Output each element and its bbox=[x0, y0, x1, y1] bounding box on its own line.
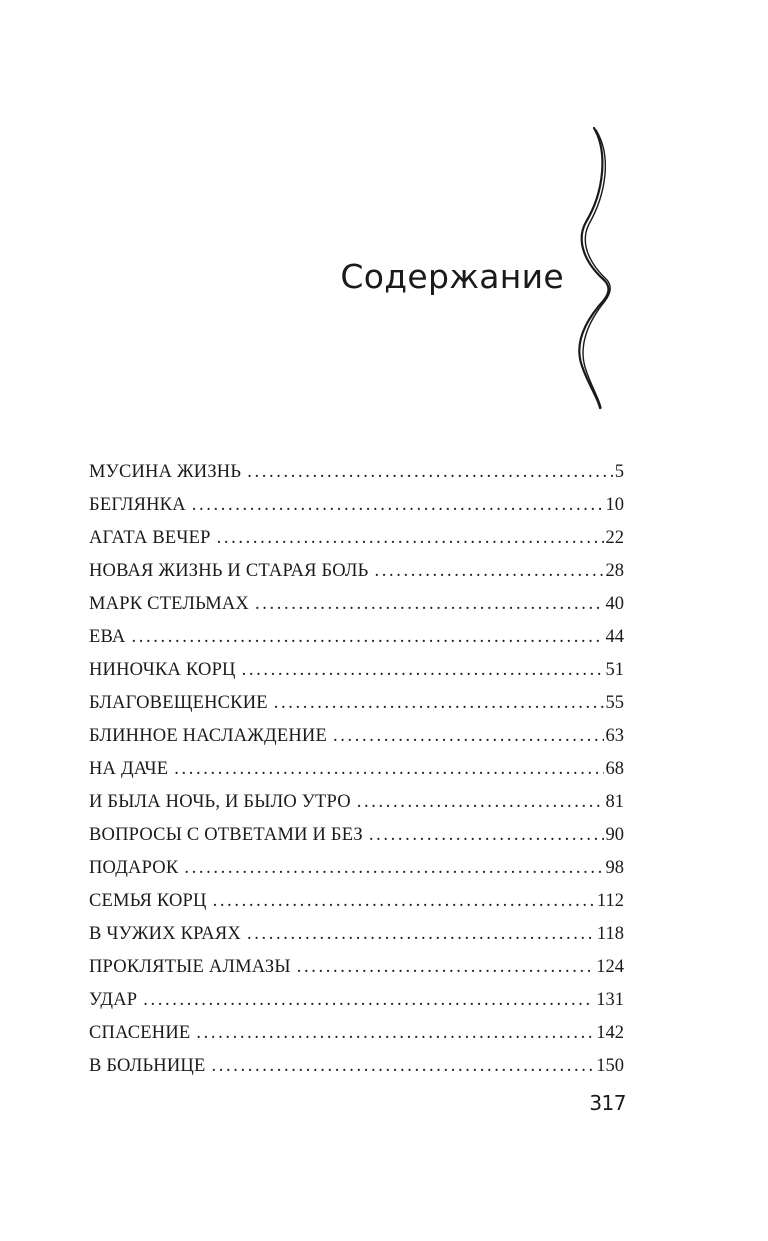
toc-dot-leader bbox=[213, 885, 595, 918]
toc-dot-leader bbox=[333, 720, 604, 753]
page-number: 317 bbox=[589, 1091, 626, 1115]
toc-entry-title: И БЫЛА НОЧЬ, И БЫЛО УТРО bbox=[89, 792, 351, 812]
toc-entry-page: 124 bbox=[596, 957, 624, 977]
toc-dot-leader bbox=[192, 489, 604, 522]
toc-entry[interactable] bbox=[89, 753, 624, 786]
toc-entry-page: 150 bbox=[596, 1056, 624, 1076]
toc-entry-title: ЕВА bbox=[89, 627, 126, 647]
toc-entry[interactable] bbox=[89, 456, 624, 489]
toc-entry[interactable] bbox=[89, 687, 624, 720]
toc-entry[interactable] bbox=[89, 819, 624, 852]
table-of-contents bbox=[89, 456, 624, 1083]
toc-entry-page: 40 bbox=[605, 594, 624, 614]
toc-dot-leader bbox=[247, 918, 595, 951]
toc-entry[interactable] bbox=[89, 654, 624, 687]
toc-entry-page: 118 bbox=[596, 924, 624, 944]
page-title: Содержание bbox=[340, 257, 564, 296]
toc-entry-page: 98 bbox=[605, 858, 624, 878]
toc-entry[interactable] bbox=[89, 786, 624, 819]
toc-entry-title: НОВАЯ ЖИЗНЬ И СТАРАЯ БОЛЬ bbox=[89, 561, 369, 581]
toc-entry-page: 55 bbox=[605, 693, 624, 713]
toc-entry-title: ПРОКЛЯТЫЕ АЛМАЗЫ bbox=[89, 957, 291, 977]
toc-entry[interactable] bbox=[89, 621, 624, 654]
toc-entry-page: 81 bbox=[605, 792, 624, 812]
toc-entry-title: В БОЛЬНИЦЕ bbox=[89, 1056, 206, 1076]
toc-entry[interactable] bbox=[89, 489, 624, 522]
toc-entry-page: 28 bbox=[605, 561, 624, 581]
toc-entry-title: БЛАГОВЕЩЕНСКИЕ bbox=[89, 693, 268, 713]
toc-entry-title: УДАР bbox=[89, 990, 138, 1010]
toc-entry-page: 68 bbox=[605, 759, 624, 779]
toc-dot-leader bbox=[174, 753, 603, 786]
toc-entry[interactable] bbox=[89, 522, 624, 555]
toc-entry-title: АГАТА ВЕЧЕР bbox=[89, 528, 211, 548]
toc-entry[interactable] bbox=[89, 885, 624, 918]
toc-entry-page: 22 bbox=[605, 528, 624, 548]
toc-entry[interactable] bbox=[89, 984, 624, 1017]
toc-dot-leader bbox=[196, 1017, 594, 1050]
toc-entry[interactable] bbox=[89, 588, 624, 621]
toc-dot-leader bbox=[255, 588, 604, 621]
toc-entry[interactable] bbox=[89, 1017, 624, 1050]
toc-entry[interactable] bbox=[89, 852, 624, 885]
toc-dot-leader bbox=[217, 522, 604, 555]
toc-entry-title: МУСИНА ЖИЗНЬ bbox=[89, 462, 242, 482]
toc-entry-title: НА ДАЧЕ bbox=[89, 759, 169, 779]
toc-entry[interactable] bbox=[89, 1050, 624, 1083]
toc-entry-title: БЕГЛЯНКА bbox=[89, 495, 186, 515]
toc-dot-leader bbox=[357, 786, 604, 819]
toc-entry-page: 90 bbox=[605, 825, 624, 845]
toc-entry-page: 112 bbox=[596, 891, 624, 911]
toc-dot-leader bbox=[374, 555, 603, 588]
toc-entry[interactable] bbox=[89, 918, 624, 951]
toc-entry-title: СПАСЕНИЕ bbox=[89, 1023, 191, 1043]
toc-entry-page: 5 bbox=[614, 462, 624, 482]
toc-dot-leader bbox=[211, 1050, 594, 1083]
toc-entry[interactable] bbox=[89, 720, 624, 753]
toc-entry[interactable] bbox=[89, 951, 624, 984]
toc-entry-page: 131 bbox=[596, 990, 624, 1010]
toc-entry[interactable] bbox=[89, 555, 624, 588]
toc-entry-title: ВОПРОСЫ С ОТВЕТАМИ И БЕЗ bbox=[89, 825, 363, 845]
toc-entry-title: ПОДАРОК bbox=[89, 858, 179, 878]
toc-entry-page: 10 bbox=[605, 495, 624, 515]
toc-entry-title: МАРК СТЕЛЬМАХ bbox=[89, 594, 249, 614]
toc-dot-leader bbox=[297, 951, 595, 984]
toc-dot-leader bbox=[184, 852, 603, 885]
toc-dot-leader bbox=[131, 621, 603, 654]
toc-entry-title: БЛИННОЕ НАСЛАЖДЕНИЕ bbox=[89, 726, 327, 746]
toc-entry-title: В ЧУЖИХ КРАЯХ bbox=[89, 924, 241, 944]
toc-entry-page: 44 bbox=[605, 627, 624, 647]
toc-dot-leader bbox=[369, 819, 604, 852]
toc-entry-title: НИНОЧКА КОРЦ bbox=[89, 660, 236, 680]
toc-entry-page: 142 bbox=[596, 1023, 624, 1043]
toc-dot-leader bbox=[143, 984, 594, 1017]
decorative-brace-icon bbox=[570, 122, 620, 412]
toc-dot-leader bbox=[247, 456, 613, 489]
toc-entry-page: 63 bbox=[605, 726, 624, 746]
toc-entry-title: СЕМЬЯ КОРЦ bbox=[89, 891, 207, 911]
toc-entry-page: 51 bbox=[605, 660, 624, 680]
toc-dot-leader bbox=[274, 687, 604, 720]
toc-dot-leader bbox=[242, 654, 604, 687]
